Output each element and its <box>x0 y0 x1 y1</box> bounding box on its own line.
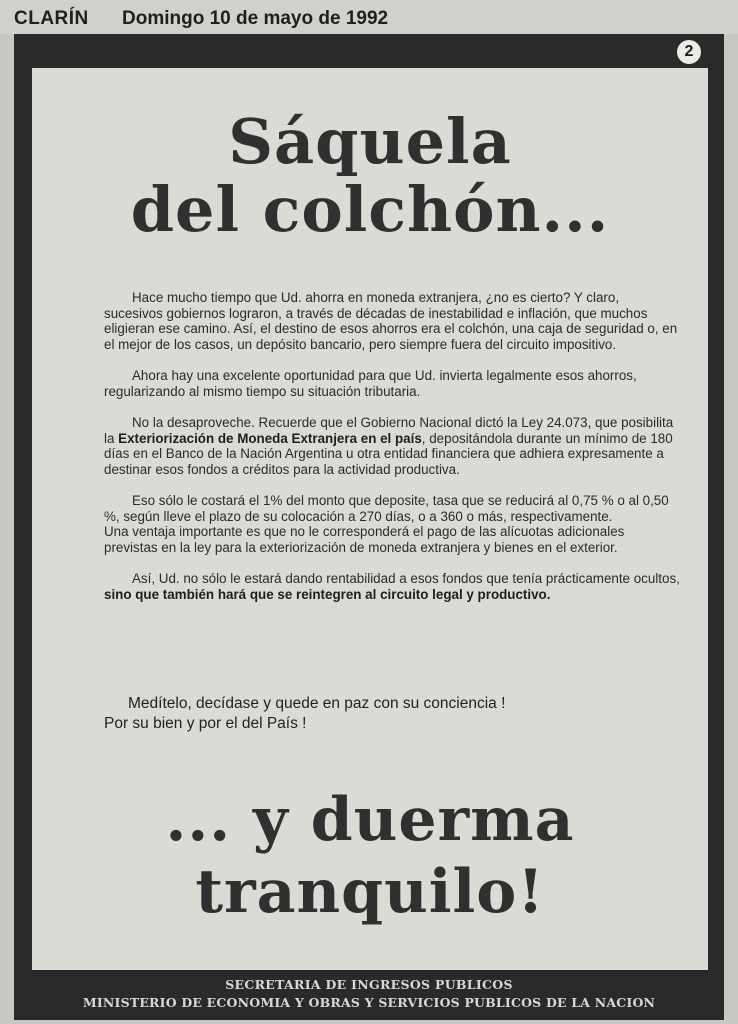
paragraph-1 <box>104 290 680 352</box>
headline-bottom <box>32 784 708 928</box>
paragraph-3-emphasis: Exteriorización de Moneda Extranjera en el país <box>118 430 422 446</box>
headline-bottom-line-2: tranquilo! <box>195 857 545 927</box>
paragraph-2-text: Ahora hay una excelente oportunidad para que Ud. invierta legalmente esos ahorros, regularizando al mismo tiempo su situación tributaria. <box>104 368 637 399</box>
ad-content-panel <box>32 68 708 970</box>
closing-statement <box>104 694 680 734</box>
paragraph-3-text-b: , depositándola durante un mínimo de 180 días en el Banco de la Nación Argentina u otra entidad financiera que adhiera expresamente a destinar esos fondos a créditos para la actividad productiva. <box>104 430 673 477</box>
paragraph-6 <box>104 571 680 602</box>
paragraph-2 <box>104 368 680 399</box>
paragraph-1-text: Hace mucho tiempo que Ud. ahorra en moneda extranjera, ¿no es cierto? Y claro, sucesivos gobiernos lograron, a través de décadas de inestabilidad e inflación, que muchos eligieran ese camino. Así, el destino de esos ahorros era el colchón, una caja de seguridad o, en el mejor de los casos, un depósito bancario, pero siempre fuera del circuito impositivo. <box>104 290 678 352</box>
body-text <box>104 290 680 618</box>
issue-date: Domingo 10 de mayo de 1992 <box>122 8 389 29</box>
headline-top-line-1: Sáquela <box>228 105 512 178</box>
paragraph-6-text-a: Así, Ud. no sólo le estará dando rentabilidad a esos fondos que tenía prácticamente ocultos, <box>132 571 680 586</box>
closing-line-2: Por su bien y por el del País ! <box>104 715 307 732</box>
paragraph-4 <box>104 493 680 524</box>
paragraph-4-text: Eso sólo le costará el 1% del monto que deposite, tasa que se reducirá al 0,75 % o al 0,50 %, según lleve el plazo de su colocación a 270 días, o a 360 o más, respectivamente. <box>104 493 669 524</box>
closing-line-1: Medítelo, decídase y quede en paz con su conciencia ! <box>128 695 506 712</box>
paragraph-5-text: Una ventaja importante es que no le corresponderá el pago de las alícuotas adicionales previstas en la ley para la exteriorización de moneda extranjera y bienes en el exterior. <box>104 524 625 555</box>
sponsor-footer <box>14 970 724 1020</box>
page-number-badge: 2 <box>677 40 701 64</box>
paragraph-5 <box>104 524 680 555</box>
paragraph-3 <box>104 415 680 477</box>
footer-agency: SECRETARIA DE INGRESOS PUBLICOS <box>225 977 513 992</box>
newspaper-name: CLARÍN <box>14 8 89 29</box>
headline-top <box>32 105 708 246</box>
headline-top-line-2: del colchón... <box>130 173 610 246</box>
footer-ministry: MINISTERIO DE ECONOMIA Y OBRAS Y SERVICIOS PUBLICOS DE LA NACION <box>82 995 656 1010</box>
paragraph-6-emphasis: sino que también hará que se reintegren al circuito legal y productivo. <box>104 586 551 602</box>
headline-bottom-line-1: ... y duerma <box>165 785 575 855</box>
paragraph-3-text-a: No la desaproveche. Recuerde que el Gobierno Nacional dictó la Ley 24.073, que posibilita la <box>104 415 674 446</box>
masthead <box>0 0 738 34</box>
